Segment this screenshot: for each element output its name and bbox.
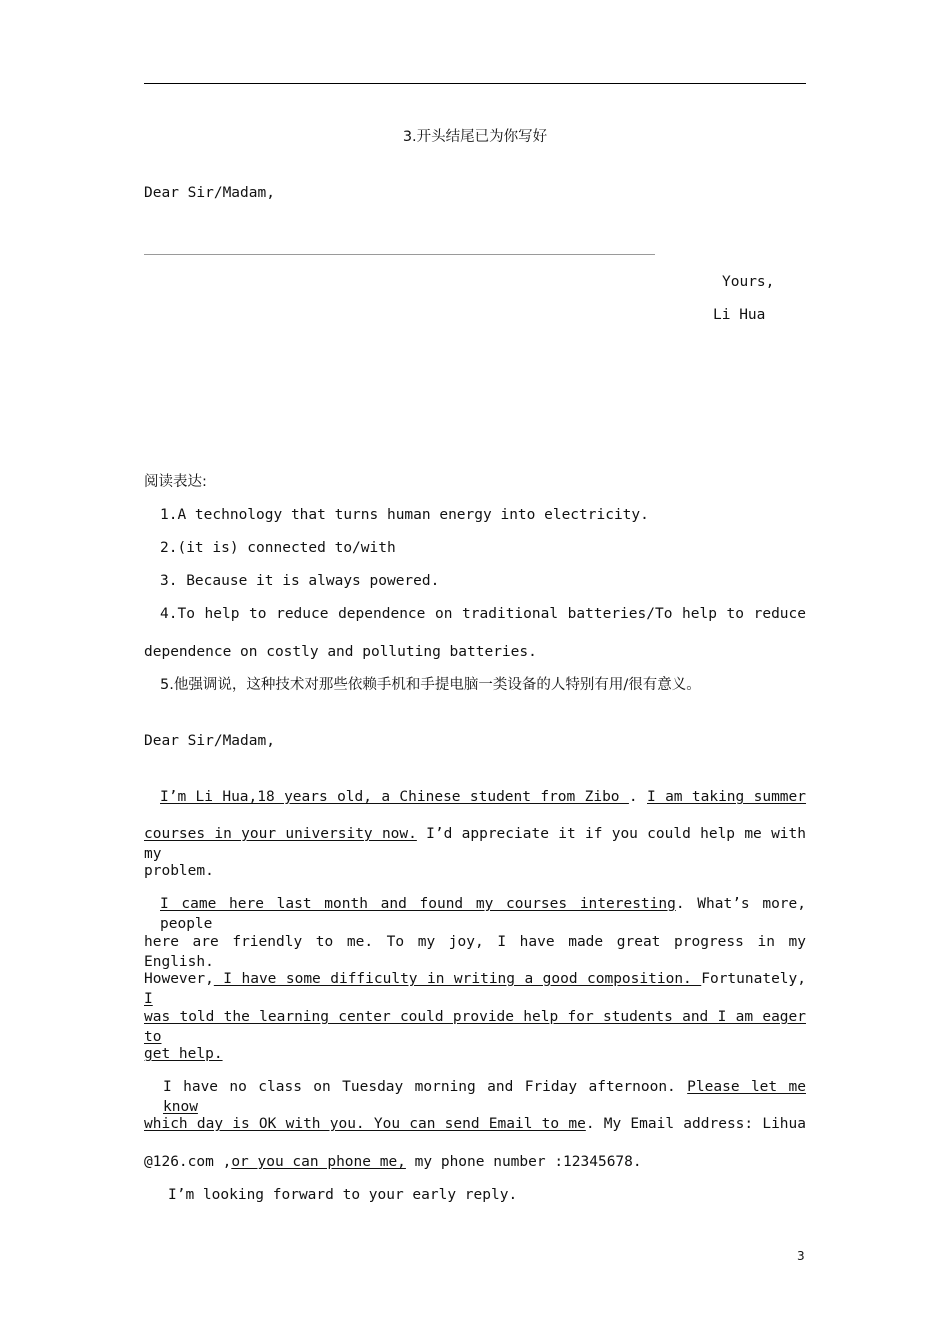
letter-p3-line-1 — [163, 1077, 806, 1117]
answer-1: 1.A technology that turns human energy into electricity. — [160, 507, 649, 523]
text: . What’s more, people — [160, 896, 806, 932]
letter-p1-line-1 — [160, 787, 806, 807]
letter-p2-line-4 — [144, 1007, 806, 1047]
underlined-text: I’m Li Hua,18 years old, a Chinese student from Zibo — [160, 789, 629, 805]
letter-p3-line-3 — [144, 1152, 806, 1172]
letter-p2-line-3 — [144, 969, 806, 1009]
underlined-text: or you can phone me, — [231, 1154, 406, 1170]
letter-p1-line-3: problem. — [144, 863, 214, 879]
letter-p1-line-2 — [144, 824, 806, 864]
letter-p4: I’m looking forward to your early reply. — [168, 1187, 518, 1203]
answer-4-line-1: 4.To help to reduce dependence on traditional batteries/To help to reduce — [160, 606, 806, 622]
underlined-text: Please let me know — [163, 1079, 806, 1115]
underlined-text: courses in your university now. — [144, 826, 417, 842]
answer-2: 2.(it is) connected to/with — [160, 540, 396, 556]
underlined-text: I am taking summer — [647, 789, 807, 805]
underlined-text: I came here last month and found my courses interesting — [160, 896, 676, 912]
letter-p2-line-2: here are friendly to me. To my joy, I have made great progress in my English. — [144, 934, 806, 970]
template-closing: Yours, — [722, 274, 775, 290]
section-title: 3.开头结尾已为你写好 — [402, 129, 548, 145]
text: Fortunately, — [701, 971, 806, 987]
reading-heading: 阅读表达: — [144, 474, 207, 490]
letter-greeting: Dear Sir/Madam, — [144, 733, 275, 749]
writing-blank-line — [144, 254, 655, 255]
answer-4-line-2: dependence on costly and polluting batteries. — [144, 644, 537, 660]
text: However, — [144, 971, 214, 987]
text: @126.com , — [144, 1154, 232, 1170]
page-number: 3 — [797, 1249, 805, 1263]
answer-5: 5.他强调说，这种技术对那些依赖手机和手提电脑一类设备的人特别有用/很有意义。 — [160, 677, 701, 693]
letter-p2-line-1 — [160, 894, 806, 934]
text: I have no class on Tuesday morning and Friday afternoon. — [163, 1079, 688, 1095]
header-rule — [144, 83, 806, 84]
answer-3: 3. Because it is always powered. — [160, 573, 440, 589]
underlined-text: I have some difficulty in writing a good composition. — [213, 971, 702, 987]
underlined-text: I — [144, 991, 153, 1007]
text: I’d appreciate it if you could help me with my — [144, 826, 806, 862]
text: . — [628, 789, 647, 805]
underlined-text: was told the learning center could provide help for students and I am eager to — [144, 1009, 806, 1045]
text: . My Email address: Lihua — [585, 1116, 806, 1132]
underlined-text: get help. — [144, 1046, 223, 1062]
underlined-text: which day is OK with you. You can send Email to me — [144, 1116, 586, 1132]
letter-p3-line-2 — [144, 1114, 806, 1134]
text: my phone number :12345678. — [405, 1154, 642, 1170]
template-signature: Li Hua — [713, 307, 766, 323]
letter-p2-line-5 — [144, 1044, 806, 1064]
template-greeting: Dear Sir/Madam, — [144, 185, 275, 201]
